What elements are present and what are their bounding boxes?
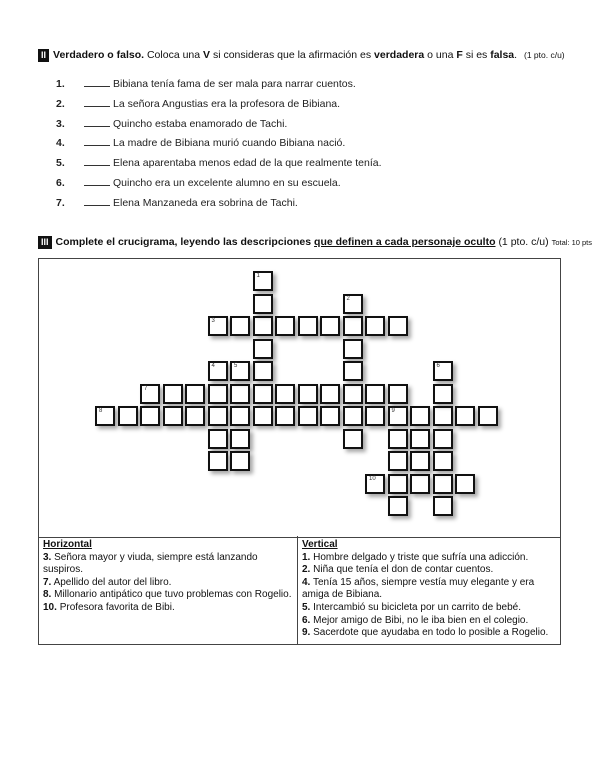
item-text: La señora Angustias era la profesora de Bibiana. [113, 97, 341, 110]
section-2-points: (1 pto. c/u) [524, 50, 565, 60]
vertical-clues [298, 536, 560, 644]
crossword-cell[interactable] [230, 361, 250, 381]
crossword-cell[interactable] [230, 451, 250, 471]
section-3-title: Complete el crucigrama, leyendo las descripciones [55, 236, 315, 248]
clue-text: Hombre delgado y triste que sufría una adicción. [313, 551, 529, 563]
item-text: Quincho estaba enamorado de Tachi. [113, 117, 288, 130]
crossword-cell[interactable] [320, 406, 340, 426]
cell-number: 7 [144, 385, 148, 392]
section-2-header [38, 48, 565, 62]
v-letter: V [203, 49, 211, 61]
clue-item [43, 552, 293, 577]
list-item [56, 155, 382, 175]
instr-text-c: o una [424, 49, 457, 61]
cell-number: 2 [346, 295, 350, 302]
crossword-cell[interactable] [455, 474, 475, 494]
crossword-cell[interactable] [388, 451, 408, 471]
crossword-cell[interactable] [95, 406, 115, 426]
answer-blank[interactable] [84, 76, 110, 87]
clue-text: Intercambió su bicicleta por un carrito de bebé. [313, 601, 522, 613]
clue-text: Tenía 15 años, siempre vestía muy elegante y era amiga de Bibiana. [302, 576, 535, 601]
crossword-cell[interactable] [230, 384, 250, 404]
cell-number: 8 [99, 408, 103, 414]
crossword-cell[interactable] [455, 406, 475, 426]
clue-item [43, 577, 293, 590]
crossword-cell[interactable] [163, 384, 183, 404]
clue-item [302, 564, 556, 577]
clue-item [43, 602, 293, 615]
instr-text-b: si consideras que la afirmación es [210, 49, 375, 61]
instr-text-e: . [514, 49, 518, 61]
crossword-cell[interactable] [208, 316, 228, 336]
clue-number: 9. [302, 627, 311, 639]
crossword-box [38, 258, 561, 538]
crossword-cell[interactable] [298, 384, 318, 404]
list-item [56, 76, 382, 96]
crossword-cell[interactable] [253, 406, 273, 426]
crossword-cell[interactable] [365, 316, 385, 336]
answer-blank[interactable] [84, 135, 110, 146]
list-item [56, 135, 382, 155]
crossword-cell[interactable] [410, 451, 430, 471]
cell-number: 3 [211, 318, 215, 324]
crossword-cell[interactable] [365, 474, 385, 494]
item-number: 5. [56, 157, 65, 170]
answer-blank[interactable] [84, 195, 110, 206]
horizontal-title: Horizontal [43, 539, 92, 550]
crossword-cell[interactable] [410, 474, 430, 494]
answer-blank[interactable] [84, 96, 110, 107]
crossword-cell[interactable] [388, 406, 408, 426]
crossword-cell[interactable] [388, 316, 408, 336]
crossword-cell[interactable] [118, 406, 138, 426]
crossword-cell[interactable] [433, 451, 453, 471]
clue-number: 5. [302, 601, 311, 613]
crossword-cell[interactable] [433, 361, 453, 381]
item-text: Quincho era un excelente alumno en su escuela. [113, 176, 341, 189]
crossword-cell[interactable] [298, 316, 318, 336]
crossword-cell[interactable] [275, 316, 295, 336]
crossword-cell[interactable] [253, 316, 273, 336]
item-number: 1. [56, 78, 65, 90]
clue-number: 2. [302, 564, 311, 576]
crossword-cell[interactable] [253, 384, 273, 404]
clue-item [43, 589, 293, 602]
crossword-cell[interactable] [140, 384, 160, 404]
item-text: La madre de Bibiana murió cuando Bibiana nació. [113, 137, 346, 150]
crossword-cell[interactable] [433, 474, 453, 494]
item-text: Bibiana tenía fama de ser mala para narrar cuentos. [113, 78, 356, 90]
crossword-cell[interactable] [343, 384, 363, 404]
crossword-cell[interactable] [388, 429, 408, 449]
crossword-cell[interactable] [230, 406, 250, 426]
section-2-roman: II [38, 49, 49, 62]
crossword-cell[interactable] [433, 384, 453, 404]
clue-item [302, 627, 556, 640]
clue-text: Niña que tenía el don de contar cuentos. [313, 564, 494, 576]
crossword-cell[interactable] [208, 361, 228, 381]
clue-item [302, 577, 556, 602]
crossword-cell[interactable] [208, 451, 228, 471]
item-text: Elena aparentaba menos edad de la que realmente tenía. [113, 157, 382, 170]
list-item [56, 116, 382, 136]
crossword-cell[interactable] [433, 496, 453, 516]
verdadera-word: verdadera [374, 49, 425, 61]
vertical-title: Vertical [302, 539, 338, 550]
list-item [56, 175, 382, 195]
instr-text-d: si es [462, 49, 491, 61]
clue-item [302, 552, 556, 565]
answer-blank[interactable] [84, 116, 110, 127]
crossword-cell[interactable] [253, 271, 273, 291]
crossword-cell[interactable] [140, 406, 160, 426]
crossword-cell[interactable] [208, 384, 228, 404]
item-number: 2. [56, 97, 65, 110]
crossword-cell[interactable] [185, 406, 205, 426]
crossword-cell[interactable] [410, 406, 430, 426]
clue-number: 1. [302, 551, 311, 563]
crossword-cell[interactable] [365, 384, 385, 404]
item-text: Elena Manzaneda era sobrina de Tachi. [113, 196, 298, 209]
clue-number: 7. [43, 576, 52, 588]
item-number: 4. [56, 137, 65, 150]
falsa-word: falsa [490, 49, 515, 61]
true-false-list [56, 76, 382, 215]
horizontal-clues [39, 536, 298, 644]
answer-blank[interactable] [84, 175, 110, 186]
clue-number: 10. [43, 601, 57, 613]
clue-number: 3. [43, 551, 52, 563]
crossword-cell[interactable] [253, 339, 273, 359]
section-3-points: (1 pto. c/u) [498, 236, 549, 248]
answer-blank[interactable] [84, 155, 110, 166]
clue-text: Millonario antipático que tuvo problemas con Rogelio. [54, 589, 292, 601]
instr-text-a: Coloca una [146, 49, 204, 61]
clue-number: 4. [302, 576, 311, 588]
clues-table [38, 536, 561, 645]
crossword-cell[interactable] [388, 384, 408, 404]
cell-number: 9 [391, 408, 395, 414]
crossword-cell[interactable] [343, 361, 363, 381]
crossword-cell[interactable] [275, 406, 295, 426]
cell-number: 5 [234, 363, 238, 369]
item-number: 6. [56, 176, 65, 189]
crossword-cell[interactable] [365, 406, 385, 426]
crossword-cell[interactable] [208, 406, 228, 426]
crossword-cell[interactable] [343, 339, 363, 359]
clue-number: 8. [43, 589, 52, 601]
crossword-cell[interactable] [185, 384, 205, 404]
clue-text: Profesora favorita de Bibi. [59, 601, 175, 613]
clue-text: Sacerdote que ayudaba en todo lo posible a Rogelio. [313, 627, 549, 639]
crossword-cell[interactable] [343, 406, 363, 426]
section-3-title-underlined: que definen a cada personaje oculto [314, 236, 496, 248]
cell-number: 1 [256, 273, 260, 279]
clue-text: Señora mayor y viuda, siempre está lanzando suspiros. [43, 551, 258, 576]
cell-number: 10 [369, 475, 376, 482]
crossword-cell[interactable] [208, 429, 228, 449]
item-number: 7. [56, 196, 65, 209]
crossword-cell[interactable] [343, 294, 363, 314]
clue-item [302, 615, 556, 628]
list-item [56, 195, 382, 215]
crossword-cell[interactable] [230, 316, 250, 336]
item-number: 3. [56, 117, 65, 130]
clue-text: Apellido del autor del libro. [53, 576, 172, 588]
crossword-cell[interactable] [388, 474, 408, 494]
list-item [56, 96, 382, 116]
crossword-cell[interactable] [298, 406, 318, 426]
clue-text: Mejor amigo de Bibi, no le iba bien en el colegio. [313, 614, 529, 626]
crossword-cell[interactable] [163, 406, 183, 426]
crossword-cell[interactable] [253, 294, 273, 314]
section-3-roman: III [38, 236, 52, 249]
crossword-cell[interactable] [433, 429, 453, 449]
crossword-cell[interactable] [388, 496, 408, 516]
clue-number: 6. [302, 614, 311, 626]
crossword-cell[interactable] [343, 429, 363, 449]
section-3-total: Total: 10 pts [551, 238, 593, 247]
crossword-cell[interactable] [410, 429, 430, 449]
crossword-cell[interactable] [478, 406, 498, 426]
crossword-cell[interactable] [320, 316, 340, 336]
cell-number: 6 [436, 363, 440, 369]
cell-number: 4 [211, 363, 215, 369]
crossword-cell[interactable] [230, 429, 250, 449]
crossword-cell[interactable] [275, 384, 295, 404]
f-letter: F [456, 49, 463, 61]
clue-item [302, 602, 556, 615]
section-2-title: Verdadero o falso. [53, 49, 145, 61]
crossword-cell[interactable] [320, 384, 340, 404]
crossword-cell[interactable] [343, 316, 363, 336]
crossword-cell[interactable] [253, 361, 273, 381]
section-3-header [38, 235, 592, 250]
crossword-cell[interactable] [433, 406, 453, 426]
